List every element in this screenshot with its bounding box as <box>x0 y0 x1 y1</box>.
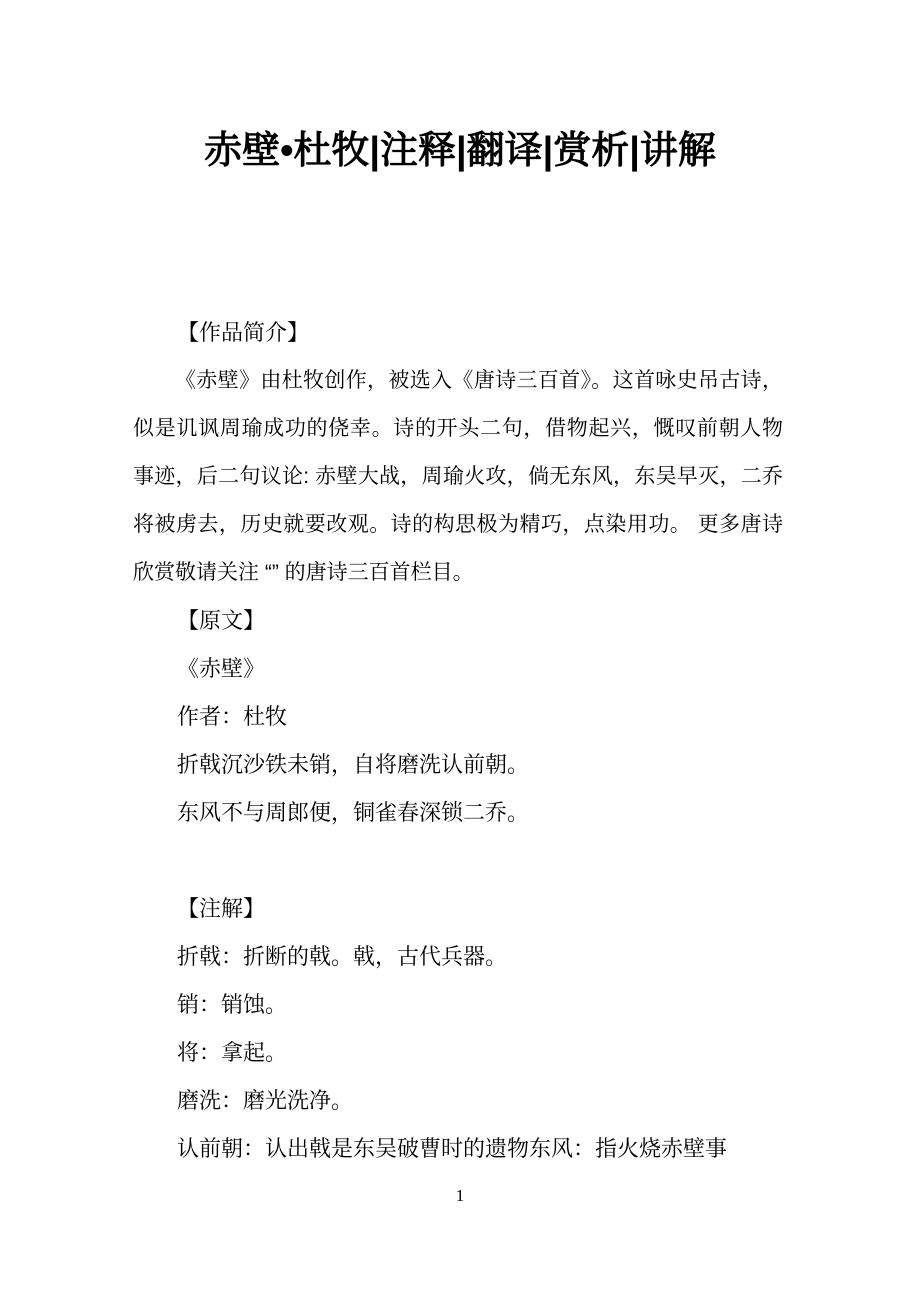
note-item: 销：销蚀。 <box>177 992 288 1017</box>
poem-title: 《赤壁》 <box>177 656 266 681</box>
document-title: 赤壁•杜牧|注释|翻译|赏析|讲解 <box>204 130 716 172</box>
page-number: 1 <box>455 1186 465 1205</box>
note-item: 将：拿起。 <box>177 1040 288 1065</box>
poem-line: 折戟沉沙铁未销，自将磨洗认前朝。 <box>177 752 530 777</box>
document-body <box>133 309 783 1173</box>
note-item: 认前朝：认出戟是东吴破曹时的遗物东风：指火烧赤壁事 <box>177 1136 728 1161</box>
intro-paragraph: 《赤壁》由杜牧创作，被选入《唐诗三百首》。这首咏史吊古诗，似是讥讽周瑜成功的侥幸。诗的开头二句，借物起兴，慨叹前朝人物事迹，后二句议论: 赤壁大战，周瑜火攻，倘无东风，东吴早灭，二乔将被虏去，历史就要改观。诗的构思极为精巧，点染用功。 更多唐诗欣赏敬请关注 “” 的唐诗三百首栏目。 <box>133 369 783 584</box>
intro-section-heading: 【作品简介】 <box>177 320 310 345</box>
poem-author: 作者：杜牧 <box>177 704 288 729</box>
note-item: 磨洗：磨光洗净。 <box>177 1088 354 1113</box>
note-item: 折戟：折断的戟。戟，古代兵器。 <box>177 944 508 969</box>
original-section-heading: 【原文】 <box>177 608 266 633</box>
poem-line: 东风不与周郎便，铜雀春深锁二乔。 <box>177 800 530 825</box>
notes-section-heading: 【注解】 <box>177 896 266 921</box>
